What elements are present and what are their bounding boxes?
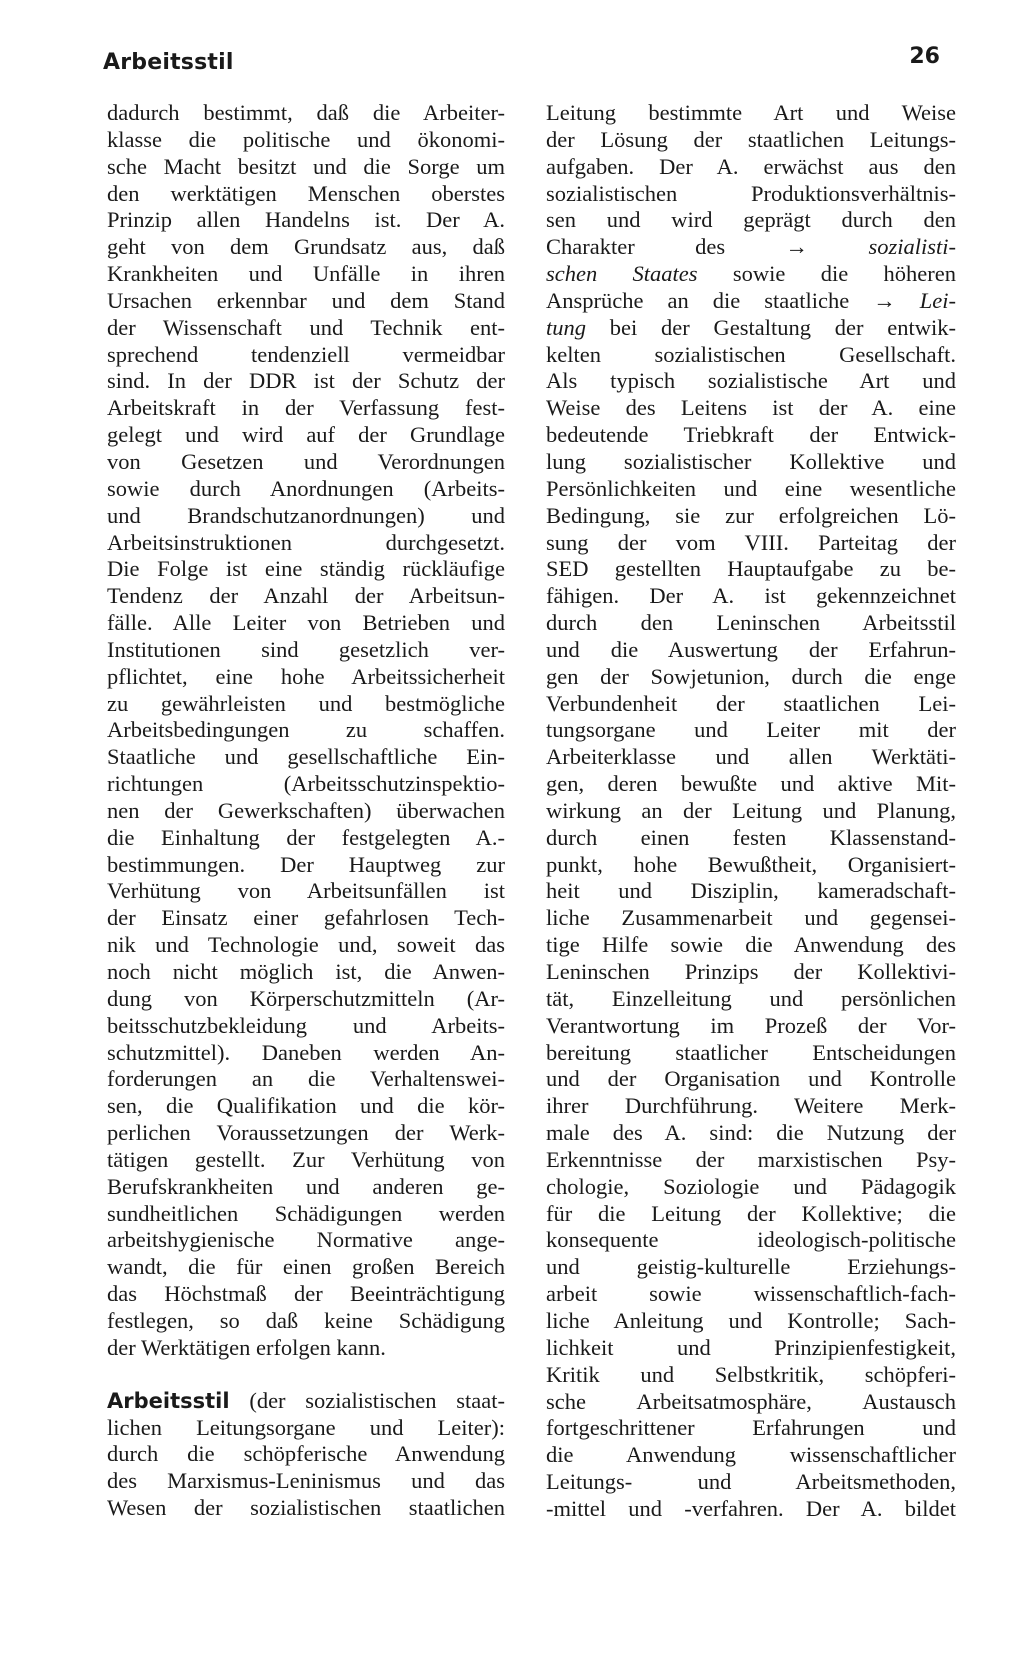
entry-arbeitsstil [107,1388,505,1522]
text-line: dadurch bestimmt, daß die Arbeiter- [107,100,505,125]
text-line: -mittel und -verfahren. Der A. bildet [546,1495,956,1521]
text-line-part: bei der Gestaltung der entwik- [609,314,956,340]
text-line: Wesen der sozialistischen staatlichen [107,1495,505,1521]
text-line: der Einsatz einer gefahrlosen Tech- [107,905,505,931]
text-line: tätigen gestellt. Zur Verhütung von [107,1146,505,1172]
text-line: Bedingung, sie zur erfolgreichen Lö- [546,502,956,528]
text-line: Persönlichkeiten und eine wesentliche [546,475,956,501]
text-line: beitsschutzbekleidung und Arbeits- [107,1012,505,1038]
left-column [107,100,505,1522]
left-column-body [107,100,505,1362]
running-head: Arbeitsstil [103,50,234,75]
text-line: tät, Einzelleitung und persönlichen [546,985,956,1011]
text-line: klasse die politische und ökonomi- [107,126,505,152]
text-line: ihrer Durchführung. Weitere Merk- [546,1093,956,1119]
text-line: wandt, die für einen großen Bereich [107,1254,505,1280]
text-line: Tendenz der Anzahl der Arbeitsun- [107,583,505,609]
arrow-icon: → [873,287,896,313]
text-line: Kritik und Selbstkritik, schöpferi- [546,1361,956,1387]
text-line: für die Leitung der Kollektive; die [546,1200,956,1226]
text-line: schutzmittel). Daneben werden An- [107,1039,505,1065]
text-line: durch die schöpferische Anwendung [107,1441,505,1467]
cross-ref-continuation: tung [546,314,587,340]
text-line: die Einhaltung der festgelegten A.- [107,824,505,850]
text-line: Arbeitsbedingungen zu schaffen. [107,717,505,743]
text-line: noch nicht möglich ist, die Anwen- [107,959,505,984]
text-line: Verantwortung im Prozeß der Vor- [546,1012,956,1038]
text-line: sen, die Qualifikation und die kör- [107,1093,505,1119]
text-line: sprechend tendenziell vermeidbar [107,341,505,367]
entry-first-line [107,1388,505,1415]
text-line: gelegt und wird auf der Grundlage [107,422,505,448]
text-line: dung von Körperschutzmitteln (Ar- [107,985,505,1011]
text-line: Erkenntnisse der marxistischen Psy- [546,1146,956,1172]
text-line: und der Organisation und Kontrolle [546,1066,956,1092]
text-line: die Anwendung wissenschaftlicher [546,1442,956,1468]
text-line: und die Auswertung der Erfahrun- [546,636,956,662]
text-line-part: Charakter des [546,234,726,260]
text-line: das Höchstmaß der Beeinträchtigung [107,1281,505,1307]
text-line: geht von dem Grundsatz aus, daß [107,234,505,260]
text-line: chologie, Soziologie und Pädagogik [546,1173,956,1199]
text-line: Verhütung von Arbeitsunfällen ist [107,878,505,904]
text-line: forderungen an die Verhaltenswei- [107,1066,505,1092]
text-line: der Werktätigen erfolgen kann. [107,1334,386,1360]
text-line: Krankheiten und Unfälle in ihren [107,261,505,287]
text-line: Leitung bestimmte Art und Weise [546,100,956,125]
text-line: wirkung an der Leitung und Planung, [546,797,956,823]
text-line: Als typisch sozialistische Art und [546,368,956,394]
cross-ref-line [546,261,956,288]
text-line: der Wissenschaft und Technik ent- [107,314,505,340]
text-line: bestimmungen. Der Hauptweg zur [107,851,505,877]
text-line: sundheitlichen Schädigungen werden [107,1200,505,1226]
text-line: aufgaben. Der A. erwächst aus den [546,153,956,179]
right-column-body-top [546,100,956,234]
cross-ref-continuation: schen Staates [546,261,698,287]
text-line: bedeutende Triebkraft der Entwick- [546,422,956,448]
text-line-part: Ansprüche an die staatliche [546,287,850,313]
text-line: Institutionen sind gesetzlich ver- [107,636,505,662]
entry-headword: Arbeitsstil [107,1388,230,1413]
text-line: gen, deren bewußte und aktive Mit- [546,771,956,797]
text-line: nen der Gewerkschaften) überwachen [107,797,505,823]
text-line: lichkeit und Prinzipienfestigkeit, [546,1334,956,1360]
text-line: perlichen Voraussetzungen der Werk- [107,1120,505,1146]
text-line: sung der vom VIII. Parteitag der [546,529,956,555]
text-line: heit und Disziplin, kameradschaft- [546,878,956,904]
text-line: punkt, hohe Bewußtheit, Organisiert- [546,851,956,877]
text-line: konsequente ideologisch-politische [546,1227,956,1253]
text-line: sen und wird geprägt durch den [546,207,956,233]
text-line: und geistig-kulturelle Erziehungs- [546,1254,956,1280]
text-line: male des A. sind: die Nutzung der [546,1120,956,1146]
text-line: liche Anleitung und Kontrolle; Sach- [546,1307,956,1333]
text-line: Staatliche und gesellschaftliche Ein- [107,744,505,770]
text-line: Arbeitskraft in der Verfassung fest- [107,395,505,421]
text-line: tige Hilfe sowie die Anwendung des [546,932,956,958]
text-line: des Marxismus-Leninismus und das [107,1468,505,1494]
text-line: der Lösung der staatlichen Leitungs- [546,126,956,152]
text-line: Verbundenheit der staatlichen Lei- [546,690,956,716]
arrow-icon: → [785,234,809,260]
text-line: Weise des Leitens ist der A. eine [546,395,956,421]
text-line: Die Folge ist eine ständig rückläufige [107,556,505,582]
text-line: und Brandschutzanordnungen) und [107,502,505,528]
text-line: arbeit sowie wissenschaftlich-fach- [546,1281,956,1307]
text-line: Arbeiterklasse und allen Werktäti- [546,744,956,770]
entry-first-line-rest: (der sozialistischen staat- [249,1387,506,1413]
cross-ref-line [546,288,956,315]
text-line: arbeitshygienische Normative ange- [107,1227,505,1253]
text-line: den werktätigen Menschen oberstes [107,180,505,206]
text-line-part: sowie die höheren [732,261,956,287]
text-line: fähigen. Der A. ist gekennzeichnet [546,583,956,609]
text-line: sind. In der DDR ist der Schutz der [107,368,505,394]
cross-ref-sozialistischen-staates: sozialisti- [868,234,956,260]
text-line: fälle. Alle Leiter von Betrieben und [107,610,505,636]
cross-ref-leitung: Lei- [919,287,957,313]
text-line: pflichtet, eine hohe Arbeitssicherheit [107,663,505,689]
text-line: Arbeitsinstruktionen durchgesetzt. [107,529,505,555]
text-line: durch einen festen Klassenstand- [546,824,956,850]
text-line: kelten sozialistischen Gesellschaft. [546,341,956,367]
text-line: liche Zusammenarbeit und gegensei- [546,905,956,931]
text-line: richtungen (Arbeitsschutzinspektio- [107,771,505,797]
text-line: Berufskrankheiten und anderen ge- [107,1173,505,1199]
text-line: zu gewährleisten und bestmögliche [107,690,505,716]
text-line: fortgeschrittener Erfahrungen und [546,1415,956,1441]
text-line: Leitungs- und Arbeitsmethoden, [546,1469,956,1495]
cross-ref-line [546,315,956,342]
text-line: durch den Leninschen Arbeitsstil [546,610,956,636]
text-line: tungsorgane und Leiter mit der [546,717,956,743]
text-line: SED gestellten Hauptaufgabe zu be- [546,556,956,582]
right-column-body-bottom [546,342,956,1523]
text-line: Leninschen Prinzips der Kollektivi- [546,959,956,984]
page-number: 26 [909,44,940,69]
text-line: bereitung staatlicher Entscheidungen [546,1039,956,1065]
text-line: festlegen, so daß keine Schädigung [107,1307,505,1333]
text-line: Prinzip allen Handelns ist. Der A. [107,207,505,233]
text-line: gen der Sowjetunion, durch die enge [546,663,956,689]
entry-spacer [107,1362,505,1388]
right-column [546,100,956,1523]
text-line: sche Arbeitsatmosphäre, Austausch [546,1388,956,1414]
text-line: sozialistischen Produktionsverhältnis- [546,180,956,206]
text-line: von Gesetzen und Verordnungen [107,448,505,474]
text-line: nik und Technologie und, soweit das [107,932,505,958]
cross-ref-line [546,234,956,261]
text-line: lung sozialistischer Kollektive und [546,448,956,474]
text-line: sche Macht besitzt und die Sorge um [107,153,505,179]
entry-body [107,1415,505,1522]
text-line: Ursachen erkennbar und dem Stand [107,287,505,313]
text-line: sowie durch Anordnungen (Arbeits- [107,475,505,501]
text-line: lichen Leitungsorgane und Leiter): [107,1414,505,1440]
